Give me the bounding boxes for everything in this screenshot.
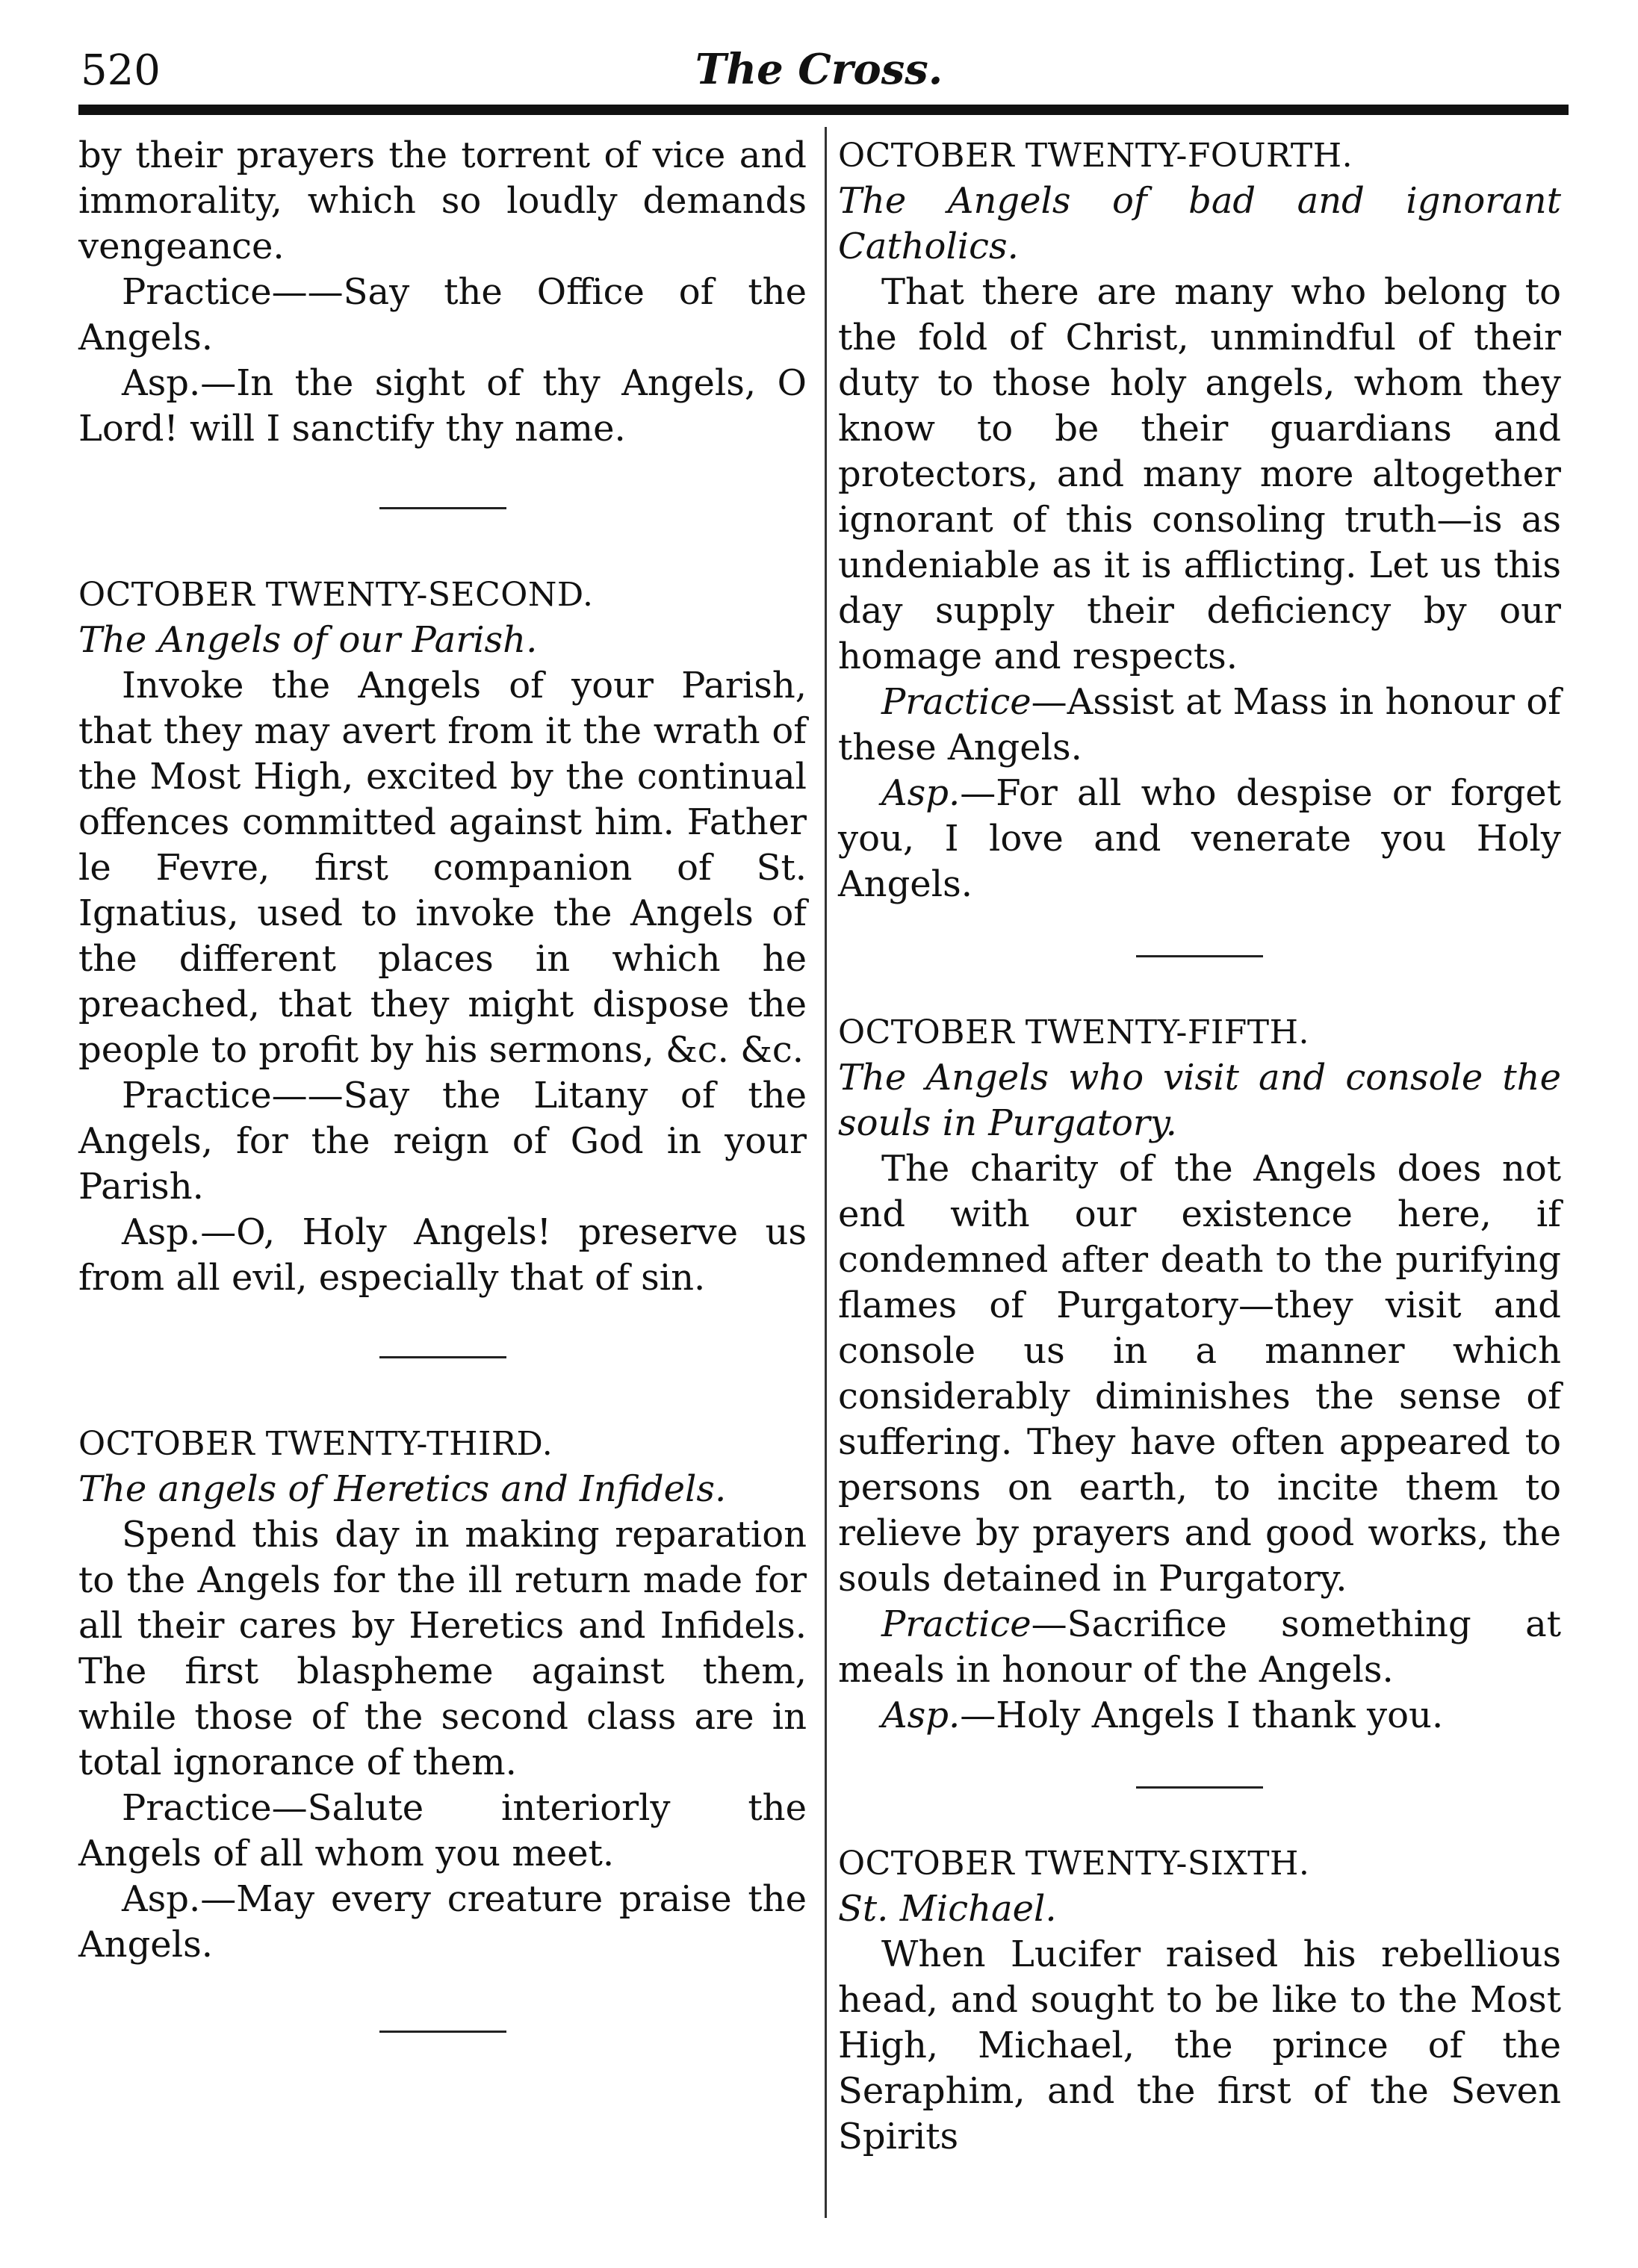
entry-practice	[838, 1602, 1561, 1693]
entry-practice: Practice—Salute interiorly the Angels of all whom you meet.	[78, 1787, 807, 1874]
entry-subtitle: The angels of Heretics and Infidels.	[78, 1468, 727, 1510]
entry-aspiration	[838, 1693, 1561, 1739]
entry-body: When Lucifer raised his rebellious head, and sought to be like to the Most High, Michael, the prince of the Seraphim, and the first of the Seven Spirits	[838, 1933, 1561, 2157]
aspiration-text: —For all who despise or forget you, I love and venerate you Holy Angels.	[838, 772, 1561, 905]
practice-text: —Sacrifice something at meals in honour of the Angels.	[838, 1603, 1561, 1691]
practice-label: Practice	[881, 681, 1031, 723]
left-column	[78, 133, 807, 2095]
entry-body: Spend this day in making reparation to the Angels for the ill return made for all their cares by Heretics and Infidels. The first blaspheme against them, while those of the second class are in total ignorance of them.	[78, 1514, 807, 1783]
entry-practice: Practice——Say the Litany of the Angels, for the reign of God in your Parish.	[78, 1075, 807, 1208]
column-divider	[825, 127, 827, 2218]
entry-practice	[838, 680, 1561, 771]
aspiration-label: Asp.	[881, 772, 961, 814]
entry-october-22	[78, 572, 807, 1301]
entry-october-23	[78, 1421, 807, 1968]
right-column	[838, 133, 1561, 2160]
entry-subtitle: The Angels of bad and ignorant Catholics.	[838, 180, 1561, 267]
section-separator	[379, 507, 506, 509]
section-separator	[379, 2031, 506, 2033]
entry-subtitle: St. Michael.	[838, 1888, 1057, 1930]
entry-body: That there are many who belong to the fold of Christ, unmindful of their duty to those holy angels, whom they know to be their guardians and protectors, and many more altogether ignorant of this consoling truth—is as undeniable as it is afflicting. Let us this day supply their deficiency by our homage and respects.	[838, 271, 1561, 677]
entry-october-25	[838, 1010, 1561, 1739]
entry-aspiration: Asp.—O, Holy Angels! preserve us from all evil, especially that of sin.	[78, 1211, 807, 1299]
continuation-aspiration: Asp.—In the sight of thy Angels, O Lord! will I sanctify thy name.	[78, 362, 807, 450]
entry-aspiration	[838, 771, 1561, 907]
entry-october-26	[838, 1841, 1561, 2160]
entry-subtitle: The Angels who visit and console the souls in Purgatory.	[838, 1057, 1561, 1144]
aspiration-label: Asp.	[881, 1694, 961, 1736]
section-separator	[1136, 1786, 1263, 1789]
aspiration-text: —Holy Angels I thank you.	[960, 1694, 1444, 1736]
entry-date: OCTOBER TWENTY-THIRD.	[78, 1425, 553, 1463]
continuation-practice: Practice——Say the Office of the Angels.	[78, 271, 807, 358]
entry-date: OCTOBER TWENTY-FOURTH.	[838, 137, 1353, 175]
continuation-text: by their prayers the torrent of vice and immorality, which so loudly demands vengeance.	[78, 134, 807, 267]
section-separator	[379, 1356, 506, 1358]
entry-date: OCTOBER TWENTY-FIFTH.	[838, 1013, 1309, 1051]
entry-aspiration: Asp.—May every creature praise the Angels.	[78, 1878, 807, 1966]
practice-text: —Assist at Mass in honour of these Angels.	[838, 681, 1561, 768]
entry-body: Invoke the Angels of your Parish, that they may avert from it the wrath of the Most High, excited by the continual offences committed against him. Father le Fevre, first companion of St. Ignatius, used to invoke the Angels of the different places in which he preached, that they might dispose the people to profit by his sermons, &c. &c.	[78, 665, 807, 1071]
header-rule	[78, 105, 1569, 115]
entry-body: The charity of the Angels does not end with our existence here, if condemned after death to the purifying flames of Purgatory—they visit and console us in a manner which considerably diminishes the sense of suffering. They have often appeared to persons on earth, to incite them to relieve by prayers and good works, the souls detained in Purgatory.	[838, 1148, 1561, 1600]
entry-date: OCTOBER TWENTY-SECOND.	[78, 576, 594, 614]
section-separator	[1136, 955, 1263, 957]
page-number: 520	[81, 46, 161, 95]
entry-subtitle: The Angels of our Parish.	[78, 619, 538, 661]
practice-label: Practice	[881, 1603, 1031, 1645]
running-title: The Cross.	[695, 45, 943, 94]
entry-october-24	[838, 133, 1561, 907]
entry-date: OCTOBER TWENTY-SIXTH.	[838, 1845, 1310, 1883]
